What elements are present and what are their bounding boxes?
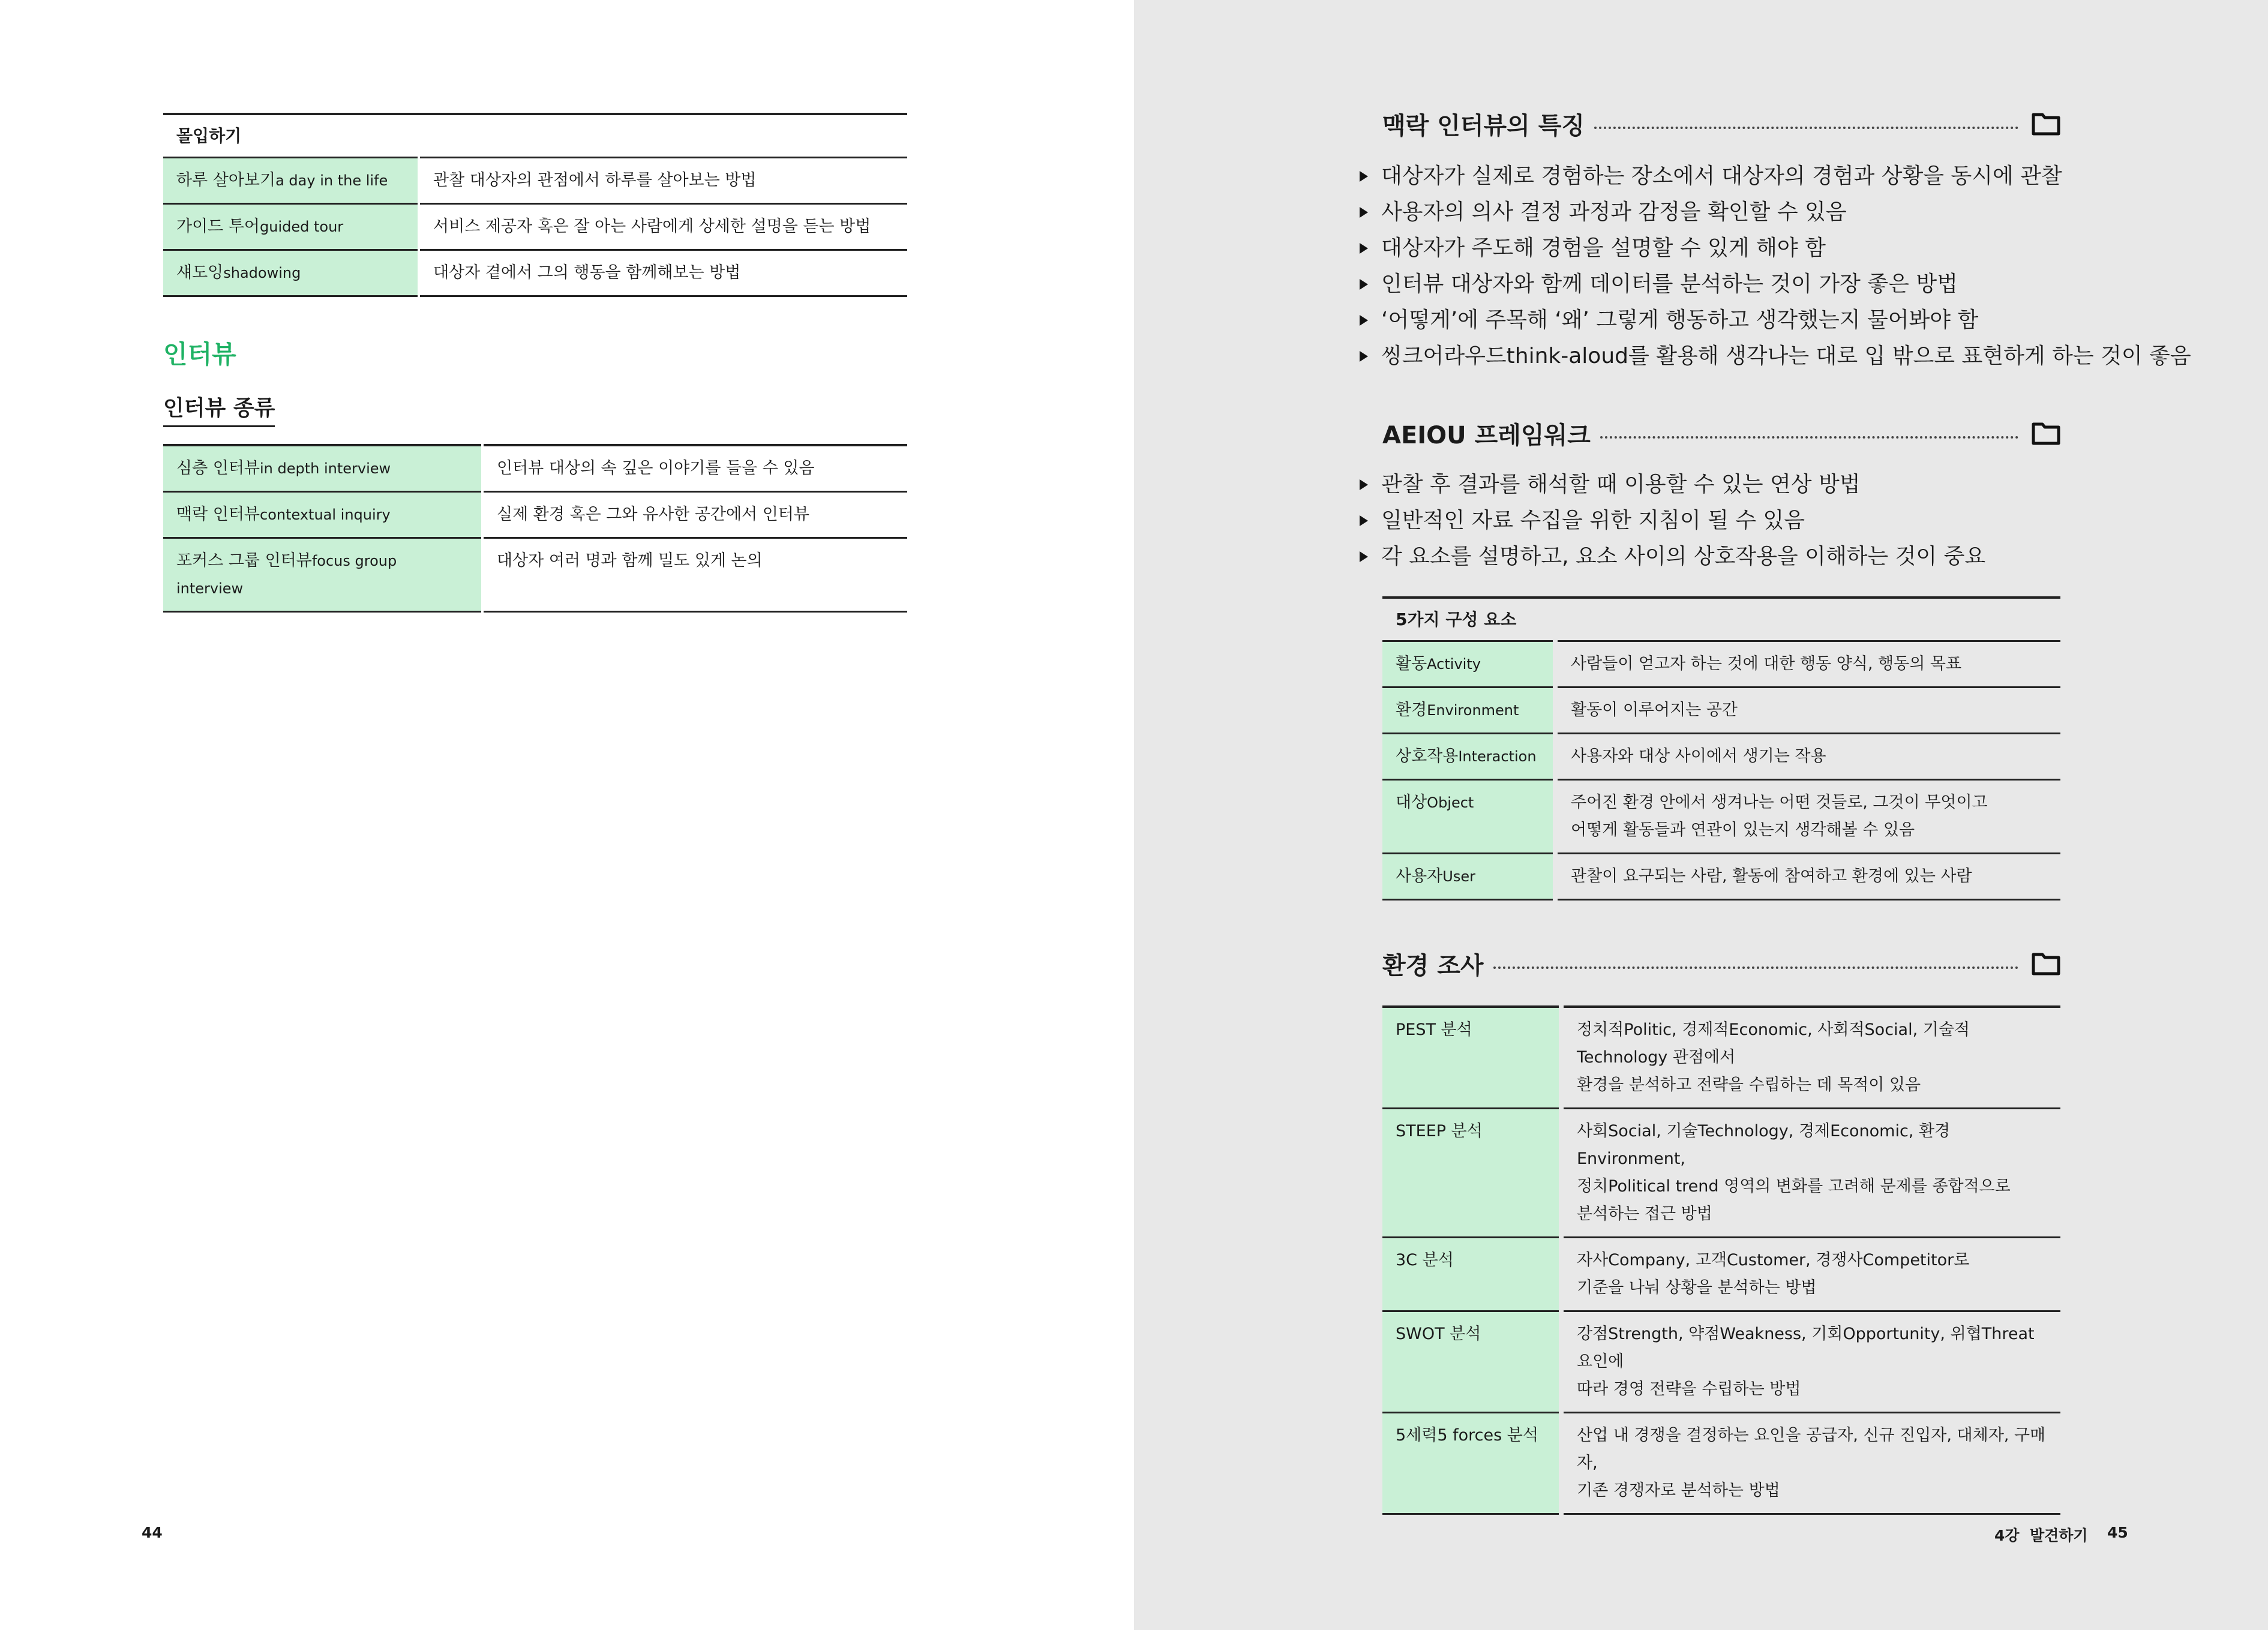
table-key: 섀도잉shadowing <box>163 250 419 296</box>
table-key: 사용자User <box>1382 854 1555 900</box>
table-value: 주어진 환경 안에서 생겨나는 어떤 것들로, 그것이 무엇이고 어떻게 활동들과 연관이 있는지 생각해볼 수 있음 <box>1555 780 2060 854</box>
table-value: 자사Company, 고객Customer, 경쟁사Competitor로 기준을 나눠 상황을 분석하는 방법 <box>1561 1238 2060 1311</box>
list-item: 각 요소를 설명하고, 요소 사이의 상호작용을 이해하는 것이 중요 <box>1358 539 1985 575</box>
list-item: 인터뷰 대상자와 함께 데이터를 분석하는 것이 가장 좋은 방법 <box>1358 266 2191 302</box>
table-value: 사용자와 대상 사이에서 생기는 작용 <box>1555 734 2060 780</box>
table-row <box>1382 1311 2060 1413</box>
subsection-title: 인터뷰 종류 <box>163 391 275 427</box>
table-key: 하루 살아보기a day in the life <box>163 158 419 204</box>
context-interview-heading-row <box>1382 106 2060 142</box>
table-key: 가이드 투어guided tour <box>163 204 419 250</box>
context-interview-heading: 맥락 인터뷰의 특징 <box>1382 112 1585 140</box>
list-item: 대상자가 실제로 경험하는 장소에서 대상자의 경험과 상황을 동시에 관찰 <box>1358 158 2191 194</box>
list-item: 대상자가 주도해 경험을 설명할 수 있게 해야 함 <box>1358 230 2191 266</box>
dotted-leader <box>1493 966 2019 969</box>
table-row <box>1382 688 2060 734</box>
right-page <box>1134 0 2268 1630</box>
table-value: 사람들이 얻고자 하는 것에 대한 행동 양식, 행동의 목표 <box>1555 641 2060 688</box>
table-row <box>1382 780 2060 854</box>
table-row <box>1382 1413 2060 1514</box>
table-key: 상호작용Interaction <box>1382 734 1555 780</box>
table-row <box>1382 734 2060 780</box>
interview-table <box>163 444 907 613</box>
list-item: 사용자의 의사 결정 과정과 감정을 확인할 수 있음 <box>1358 194 2191 230</box>
table-row <box>163 445 907 492</box>
dotted-leader <box>1594 127 2018 129</box>
table-value: 관찰 대상자의 관점에서 하루를 살아보는 방법 <box>419 158 907 204</box>
folder-icon <box>2032 421 2060 445</box>
table-key: 5세력5 forces 분석 <box>1382 1413 1561 1514</box>
table-value: 인터뷰 대상의 속 깊은 이야기를 들을 수 있음 <box>482 445 907 492</box>
table-key: STEEP 분석 <box>1382 1109 1561 1238</box>
table-key: 맥락 인터뷰contextual inquiry <box>163 492 482 538</box>
table-row <box>163 492 907 538</box>
list-item: 관찰 후 결과를 해석할 때 이용할 수 있는 연상 방법 <box>1358 467 1985 503</box>
immersion-table <box>163 113 907 297</box>
table-value: 실제 환경 혹은 그와 유사한 공간에서 인터뷰 <box>482 492 907 538</box>
environment-heading: 환경 조사 <box>1382 951 1484 980</box>
table-key: PEST 분석 <box>1382 1007 1561 1109</box>
context-interview-bullets <box>1358 158 2191 374</box>
table-row <box>1382 1007 2060 1109</box>
table-key: 3C 분석 <box>1382 1238 1561 1311</box>
aeiou-bullets <box>1358 467 1985 575</box>
table-value: 강점Strength, 약점Weakness, 기회Opportunity, 위협Threat 요인에 따라 경영 전략을 수립하는 방법 <box>1561 1311 2060 1413</box>
table-key: SWOT 분석 <box>1382 1311 1561 1413</box>
aeiou-heading: AEIOU 프레임워크 <box>1382 421 1591 449</box>
list-item: ‘어떻게’에 주목해 ‘왜’ 그렇게 행동하고 생각했는지 물어봐야 함 <box>1358 302 2191 338</box>
table-row <box>1382 1109 2060 1238</box>
table-value: 대상자 여러 명과 함께 밀도 있게 논의 <box>482 538 907 612</box>
table-row <box>163 538 907 612</box>
section-title: 인터뷰 <box>163 340 236 369</box>
table-value: 서비스 제공자 혹은 잘 아는 사람에게 상세한 설명을 듣는 방법 <box>419 204 907 250</box>
aeiou-heading-row <box>1382 415 2060 451</box>
table-value: 활동이 이루어지는 공간 <box>1555 688 2060 734</box>
folder-icon <box>2032 951 2060 975</box>
table-key: 포커스 그룹 인터뷰focus group interview <box>163 538 482 612</box>
dotted-leader <box>1600 436 2018 439</box>
folder-icon <box>2032 112 2060 136</box>
table-value: 정치적Politic, 경제적Economic, 사회적Social, 기술적Technology 관점에서 환경을 분석하고 전략을 수립하는 데 목적이 있음 <box>1561 1007 2060 1109</box>
list-item: 씽크어라우드think-aloud를 활용해 생각나는 대로 입 밖으로 표현하게 하는 것이 좋음 <box>1358 338 2191 374</box>
aeiou-table <box>1382 596 2060 900</box>
table-value: 대상자 곁에서 그의 행동을 함께해보는 방법 <box>419 250 907 296</box>
table-key: 활동Activity <box>1382 641 1555 688</box>
table-key: 대상Object <box>1382 780 1555 854</box>
table-value: 사회Social, 기술Technology, 경제Economic, 환경Environment, 정치Political trend 영역의 변화를 고려해 문제를 종합적으로 분석하는 접근 방법 <box>1561 1109 2060 1238</box>
table-value: 관찰이 요구되는 사람, 활동에 참여하고 환경에 있는 사람 <box>1555 854 2060 900</box>
table-key: 환경Environment <box>1382 688 1555 734</box>
table-row <box>1382 854 2060 900</box>
table-row <box>1382 641 2060 688</box>
list-item: 일반적인 자료 수집을 위한 지침이 될 수 있음 <box>1358 503 1985 539</box>
table-key: 심층 인터뷰in depth interview <box>163 445 482 492</box>
table-row <box>1382 1238 2060 1311</box>
environment-table <box>1382 1005 2060 1515</box>
table-row <box>163 158 907 204</box>
environment-heading-row <box>1382 945 2060 981</box>
chapter-label: 4강 발견하기 <box>1994 1527 2088 1544</box>
aeiou-table-caption: 5가지 구성 요소 <box>1382 598 2060 641</box>
table-row <box>163 250 907 296</box>
table-row <box>163 204 907 250</box>
page-number-right: 45 <box>2107 1524 2128 1541</box>
page-number-left: 44 <box>142 1524 163 1541</box>
table-value: 산업 내 경쟁을 결정하는 요인을 공급자, 신규 진입자, 대체자, 구매자, 기존 경쟁자로 분석하는 방법 <box>1561 1413 2060 1514</box>
immersion-table-caption: 몰입하기 <box>163 114 907 158</box>
